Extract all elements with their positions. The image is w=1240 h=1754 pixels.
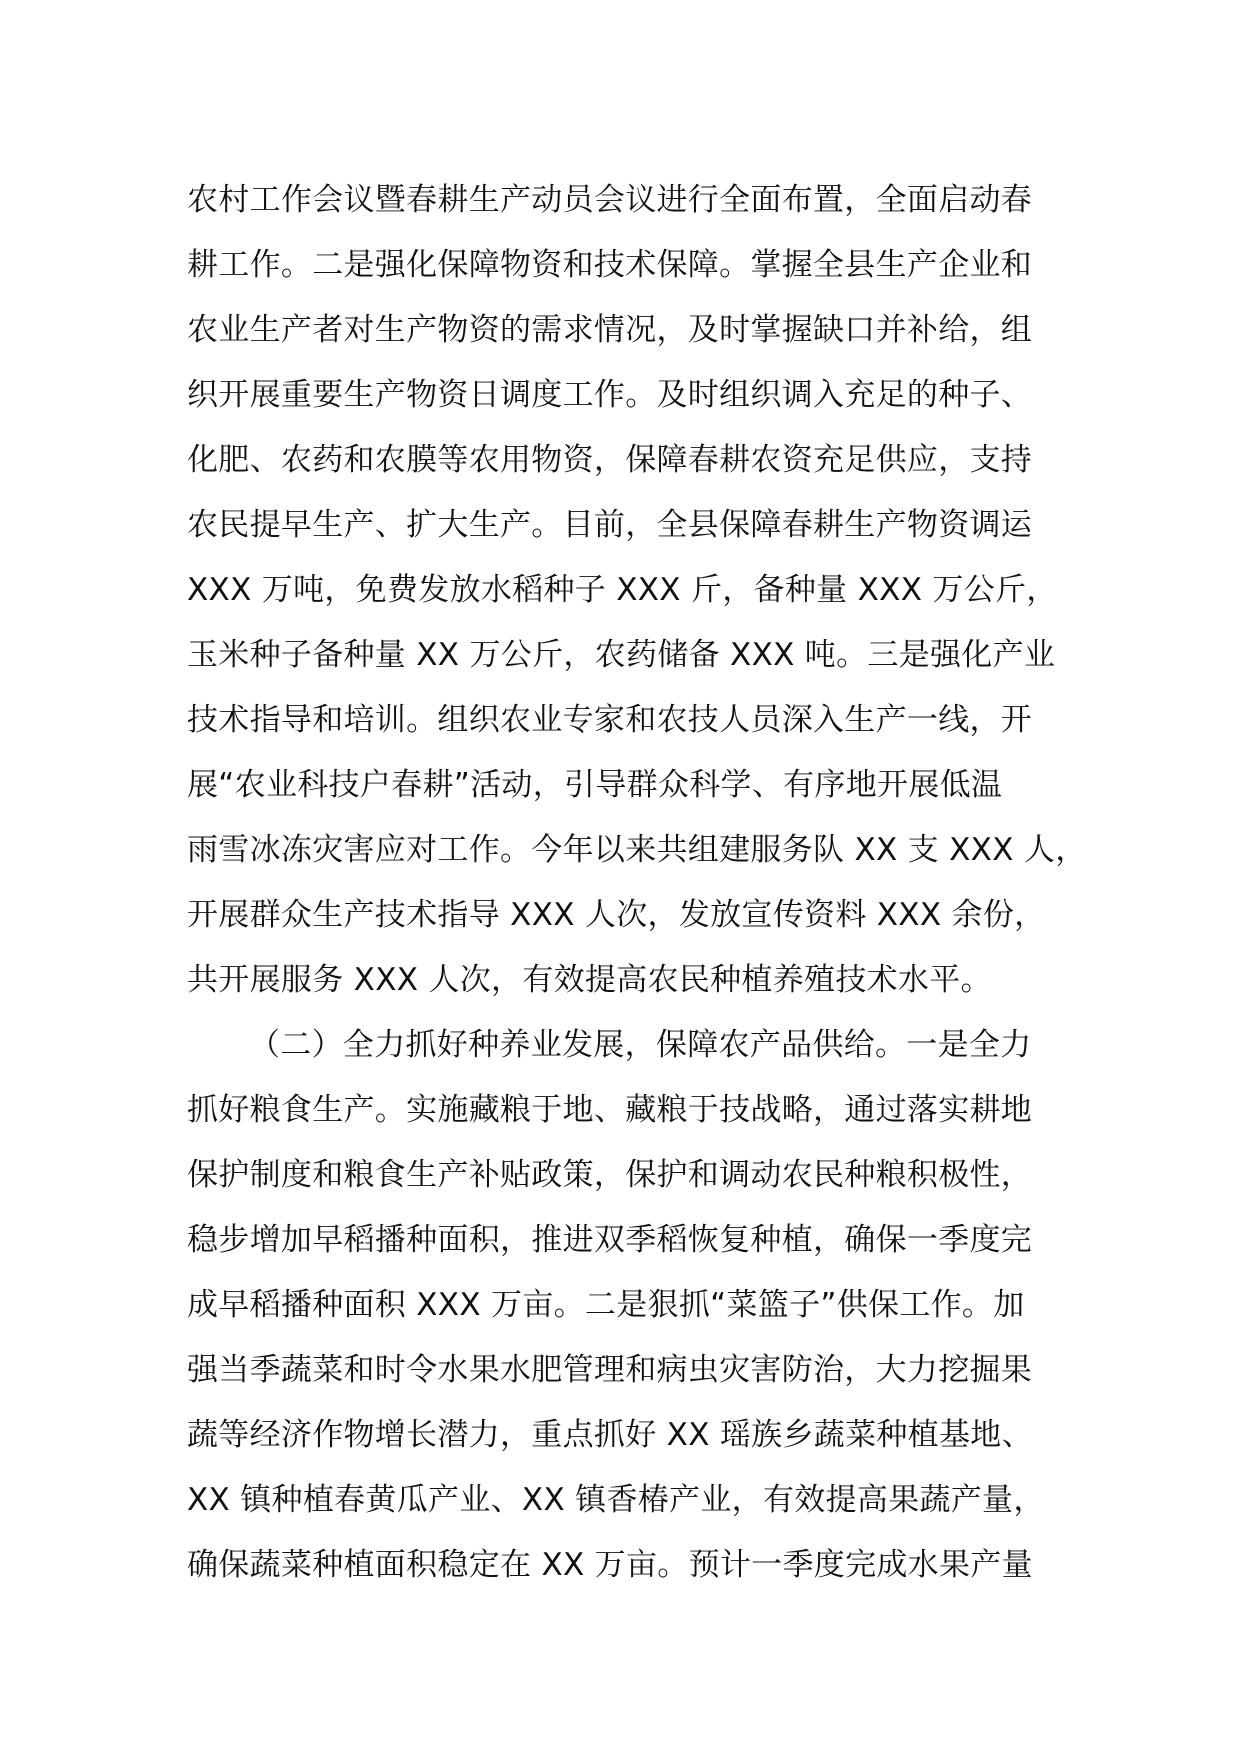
text-line: 确保蔬菜种植面积稳定在 XX 万亩。预计一季度完成水果产量	[187, 1547, 1033, 1583]
text-line: 展“农业科技户春耕”活动，引导群众科学、有序地开展低温	[187, 767, 1003, 803]
text-line: 农业生产者对生产物资的需求情况，及时掌握缺口并补给，组	[187, 312, 1033, 348]
body-text	[187, 168, 1087, 1598]
text-line: 耕工作。二是强化保障物资和技术保障。掌握全县生产企业和	[187, 247, 1033, 283]
text-line: 农村工作会议暨春耕生产动员会议进行全面布置，全面启动春	[187, 182, 1033, 218]
text-line: 蔬等经济作物增长潜力，重点抓好 XX 瑶族乡蔬菜种植基地、	[187, 1417, 1033, 1453]
text-line: 玉米种子备种量 XX 万公斤，农药储备 XXX 吨。三是强化产业	[187, 637, 1056, 673]
text-line: 雨雪冰冻灾害应对工作。今年以来共组建服务队 XX 支 XXX 人，	[187, 832, 1087, 868]
text-line: 强当季蔬菜和时令水果水肥管理和病虫灾害防治，大力挖掘果	[187, 1352, 1033, 1388]
text-line: 农民提早生产、扩大生产。目前，全县保障春耕生产物资调运	[187, 507, 1033, 543]
text-line: 开展群众生产技术指导 XXX 人次，发放宣传资料 XXX 余份，	[187, 897, 1046, 933]
text-line: XXX 万吨，免费发放水稻种子 XXX 斤，备种量 XXX 万公斤，	[187, 572, 1058, 608]
text-line: XX 镇种植春黄瓜产业、XX 镇香椿产业，有效提高果蔬产量，	[187, 1482, 1045, 1518]
text-line: 稳步增加早稻播种面积，推进双季稻恢复种植，确保一季度完	[187, 1222, 1033, 1258]
text-line: 保护制度和粮食生产补贴政策，保护和调动农民种粮积极性，	[187, 1157, 1033, 1193]
text-line: 抓好粮食生产。实施藏粮于地、藏粮于技战略，通过落实耕地	[187, 1092, 1033, 1128]
text-line: 化肥、农药和农膜等农用物资，保障春耕农资充足供应，支持	[187, 442, 1033, 478]
paragraph-start-line: （二）全力抓好种养业发展，保障农产品供给。一是全力	[249, 1027, 1032, 1063]
text-line: 成早稻播种面积 XXX 万亩。二是狠抓“菜篮子”供保工作。加	[187, 1287, 1025, 1323]
text-line: 技术指导和培训。组织农业专家和农技人员深入生产一线，开	[187, 702, 1033, 738]
text-line: 共开展服务 XXX 人次，有效提高农民种植养殖技术水平。	[187, 962, 992, 998]
text-line: 织开展重要生产物资日调度工作。及时组织调入充足的种子、	[187, 377, 1033, 413]
